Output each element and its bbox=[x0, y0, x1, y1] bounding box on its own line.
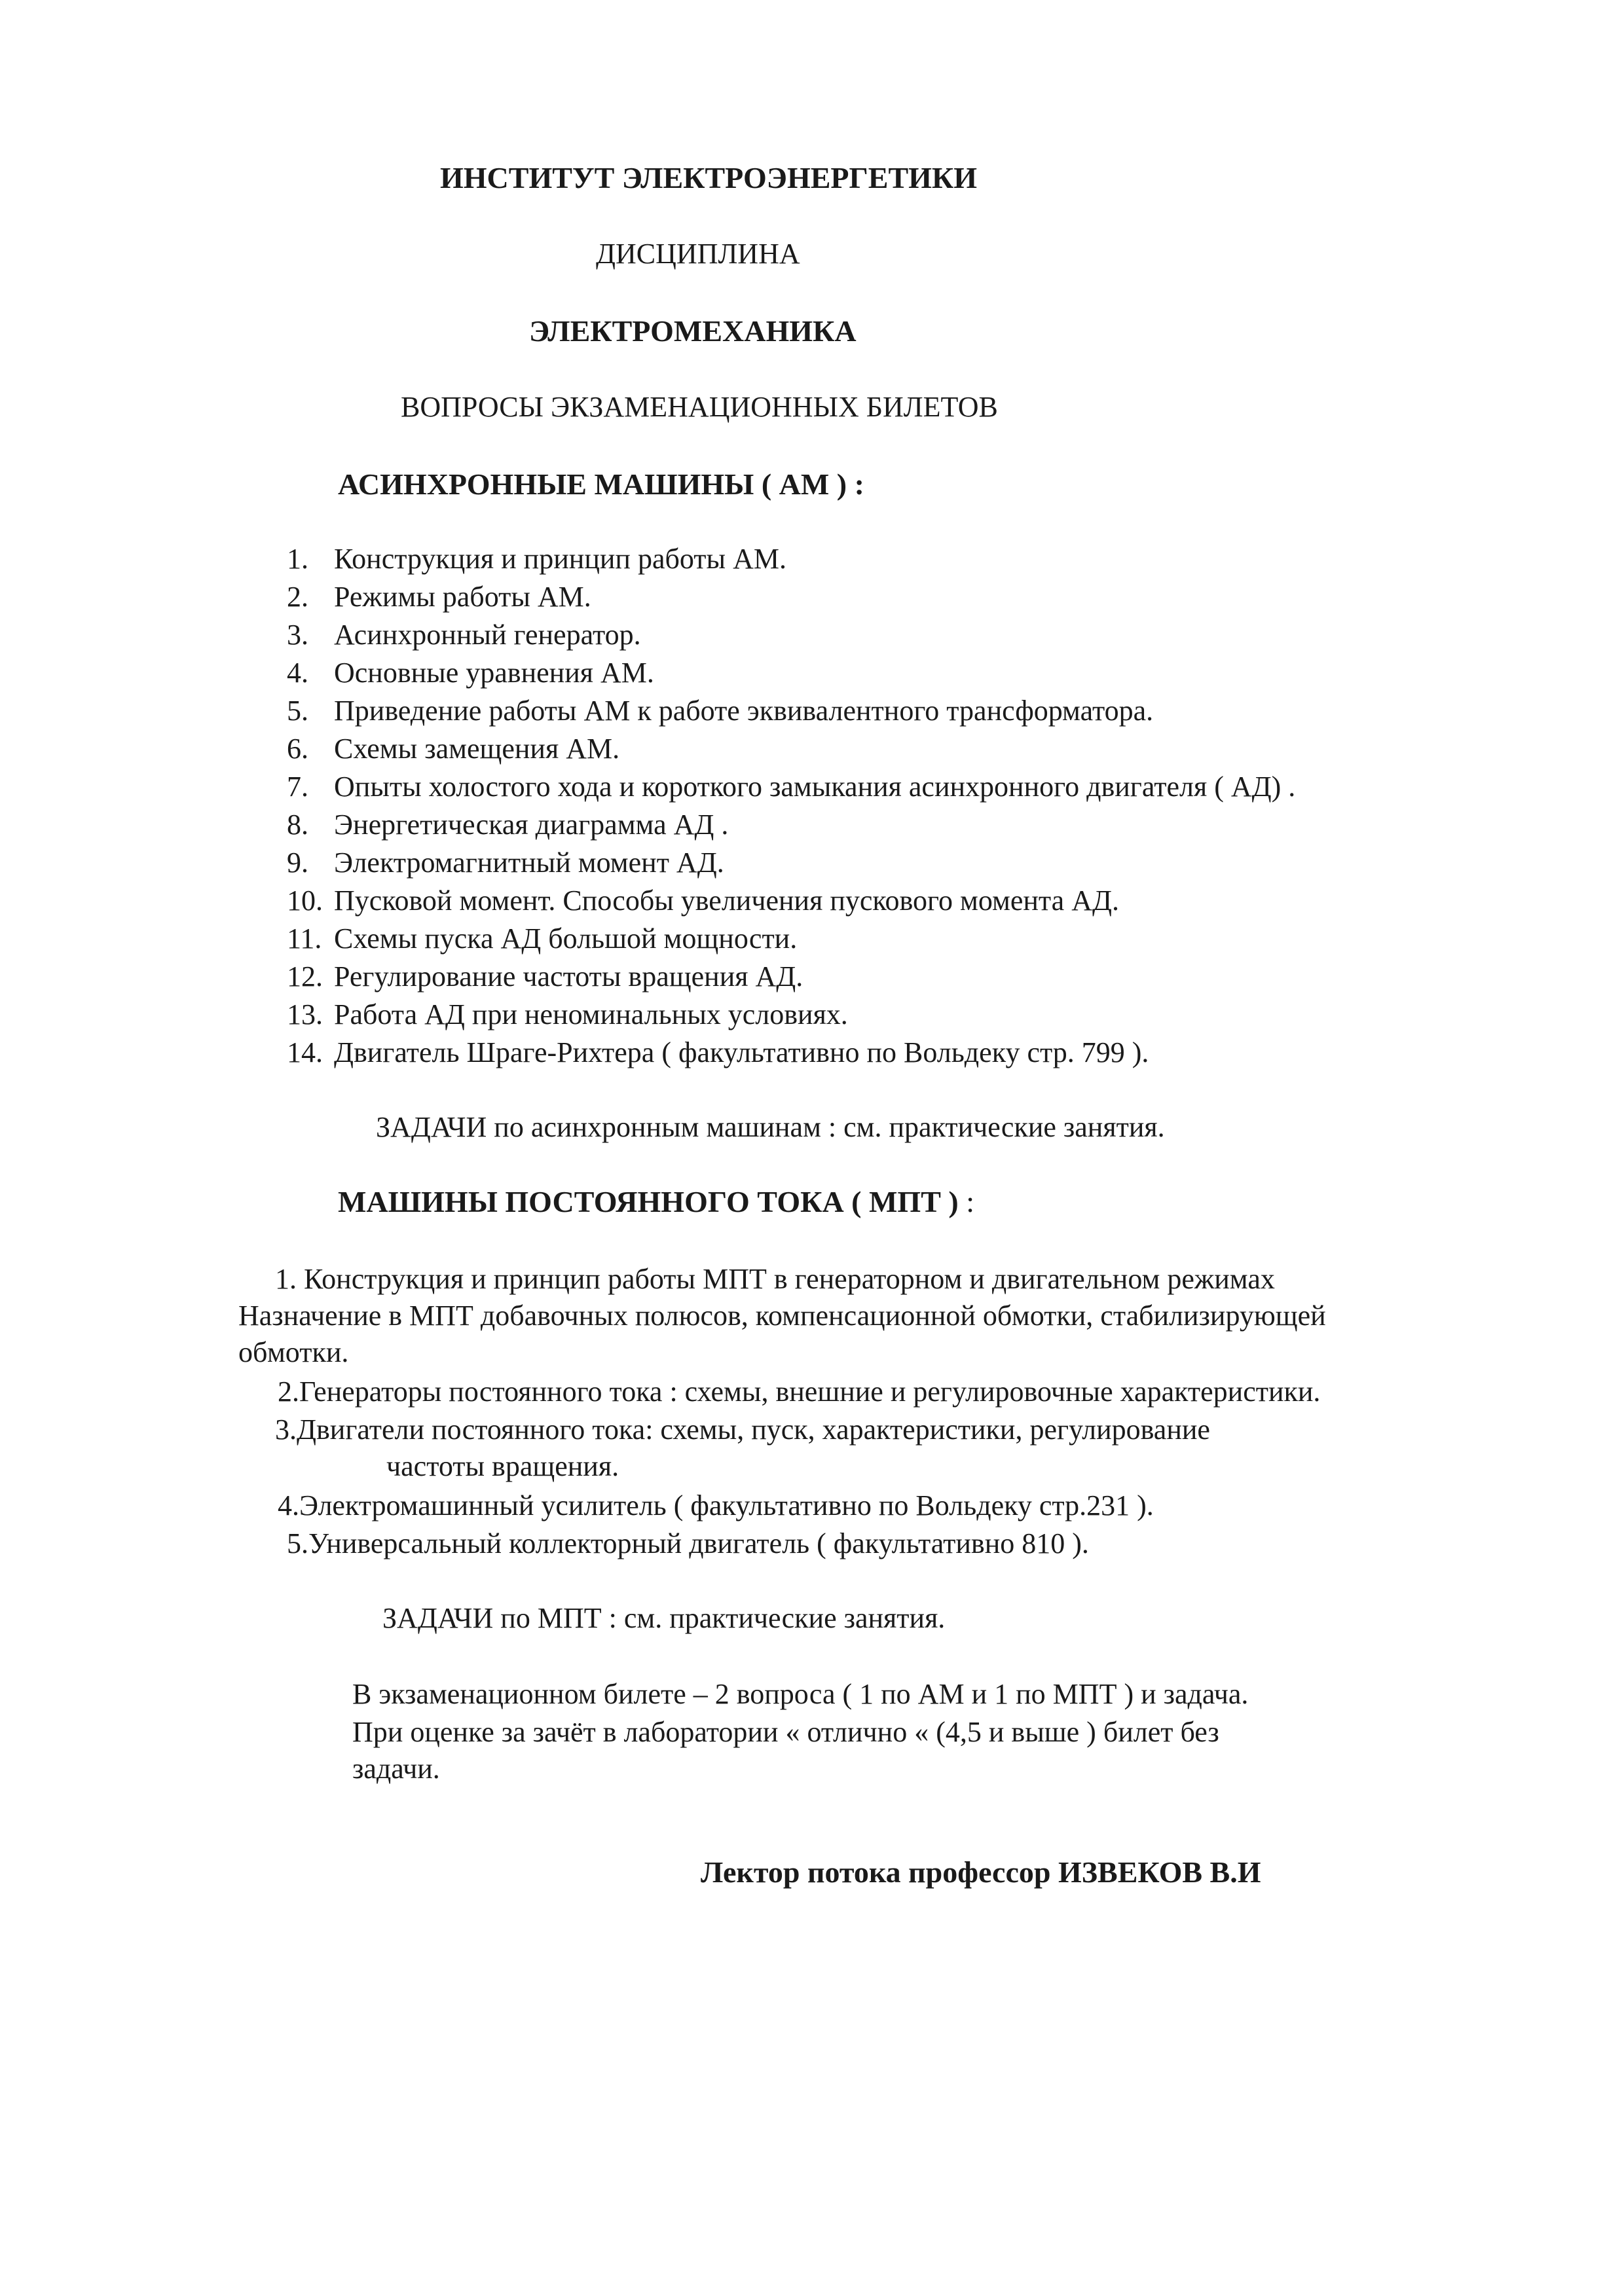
mpt-item-3-line-1: 3.Двигатели постоянного тока: схемы, пуск, характеристики, регулирование bbox=[275, 1413, 1210, 1446]
list-item: 9. Электромагнитный момент АД. bbox=[287, 847, 724, 879]
mpt-item-3-line-2: частоты вращения. bbox=[386, 1450, 619, 1482]
mpt-item-1-line-1: 1. Конструкция и принцип работы МПТ в генераторном и двигательном режимах bbox=[275, 1263, 1275, 1295]
list-item: 3. Асинхронный генератор. bbox=[287, 619, 641, 651]
exam-note-line-1: В экзаменационном билете – 2 вопроса ( 1 по АМ и 1 по МПТ ) и задача. bbox=[352, 1678, 1249, 1710]
list-item: 13. Работа АД при неноминальных условиях. bbox=[287, 998, 848, 1030]
list-item: 11. Схемы пуска АД большой мощности. bbox=[287, 922, 798, 955]
list-item: 12. Регулирование частоты вращения АД. bbox=[287, 960, 803, 993]
discipline-title: ЭЛЕКТРОМЕХАНИКА bbox=[529, 314, 857, 348]
document-subtitle: ВОПРОСЫ ЭКЗАМЕНАЦИОННЫХ БИЛЕТОВ bbox=[401, 391, 998, 423]
list-item: 4. Основные уравнения АМ. bbox=[287, 657, 654, 689]
mpt-section-title: МАШИНЫ ПОСТОЯННОГО ТОКА ( МПТ ) : bbox=[338, 1185, 974, 1218]
exam-note-line-3: задачи. bbox=[352, 1753, 440, 1785]
list-item: 7. Опыты холостого хода и короткого замыкания асинхронного двигателя ( АД) . bbox=[287, 771, 1296, 803]
list-item: 2. Режимы работы АМ. bbox=[287, 581, 591, 613]
lecturer-signature-line: Лектор потока профессор ИЗВЕКОВ В.И bbox=[701, 1855, 1261, 1889]
mpt-item-2: 2.Генераторы постоянного тока : схемы, внешние и регулировочные характеристики. bbox=[278, 1376, 1321, 1408]
mpt-item-1-line-3: обмотки. bbox=[238, 1336, 349, 1368]
list-item: 6. Схемы замещения АМ. bbox=[287, 733, 620, 765]
mpt-item-1-line-2: Назначение в МПТ добавочных полюсов, компенсационной обмотки, стабилизирующей bbox=[238, 1300, 1326, 1332]
am-tasks-note: ЗАДАЧИ по асинхронным машинам : см. практические занятия. bbox=[376, 1111, 1165, 1143]
list-item: 8. Энергетическая диаграмма АД . bbox=[287, 809, 729, 841]
list-item: 5. Приведение работы АМ к работе эквивалентного трансформатора. bbox=[287, 695, 1154, 727]
mpt-item-5: 5.Универсальный коллекторный двигатель ( факультативно 810 ). bbox=[287, 1527, 1089, 1559]
exam-note-line-2: При оценке за зачёт в лаборатории « отлично « (4,5 и выше ) билет без bbox=[352, 1716, 1219, 1748]
discipline-label: ДИСЦИПЛИНА bbox=[596, 238, 800, 270]
institute-title: ИНСТИТУТ ЭЛЕКТРОЭНЕРГЕТИКИ bbox=[440, 161, 978, 194]
list-item: 1. Конструкция и принцип работы АМ. bbox=[287, 543, 786, 575]
mpt-tasks-note: ЗАДАЧИ по МПТ : см. практические занятия. bbox=[382, 1602, 946, 1634]
list-item: 14. Двигатель Шраге-Рихтера ( факультативно по Вольдеку стр. 799 ). bbox=[287, 1036, 1149, 1068]
am-section-title: АСИНХРОННЫЕ МАШИНЫ ( АМ ) : bbox=[338, 467, 864, 501]
mpt-item-4: 4.Электромашинный усилитель ( факультативно по Вольдеку стр.231 ). bbox=[278, 1489, 1154, 1522]
list-item: 10. Пусковой момент. Способы увеличения пускового момента АД. bbox=[287, 884, 1119, 917]
